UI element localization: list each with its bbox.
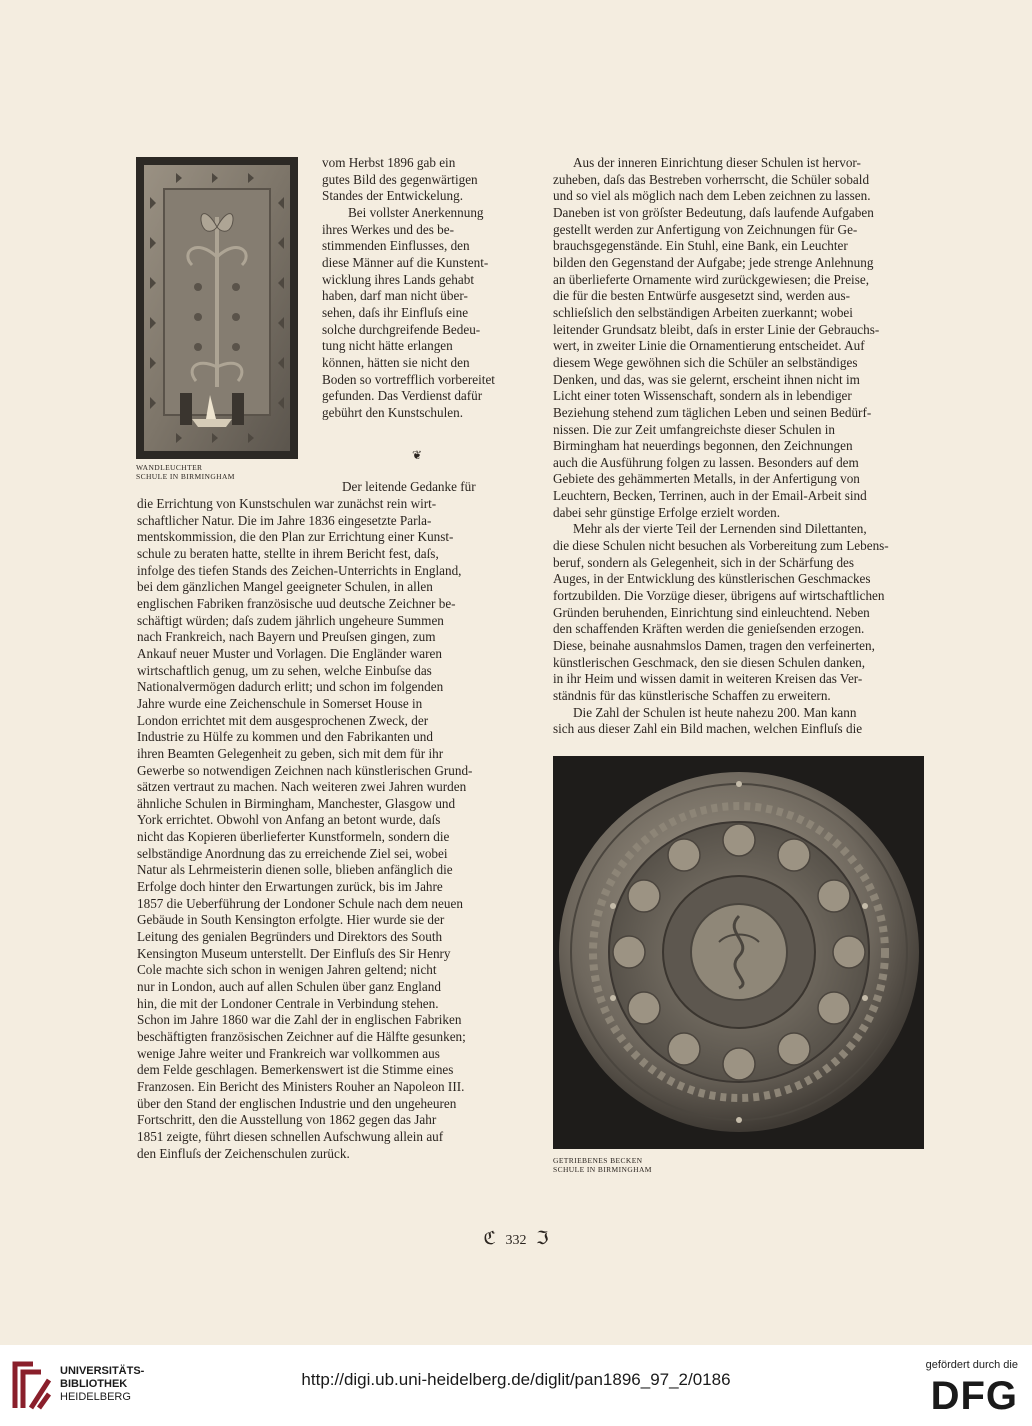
text-line: ihres Werkes und des be- [322,221,454,237]
text-line: mentskommission, die den Plan zur Errichtung einer Kunst- [137,529,454,545]
text-line: tung nicht hätte erlangen [322,338,453,354]
wall-sconce-photo [136,157,298,459]
text-line: London errichtet mit dem ausgesprochenen Zweck, der [137,712,429,728]
text-line: sich aus dieser Zahl ein Bild machen, welchen Einfluſs die [553,721,863,737]
text-line: diesem Wege gewöhnen sich die Schüler an selbständiges [553,354,858,370]
column1-main-first-line [322,479,515,496]
text-line: können, hätten sie nicht den [322,354,470,370]
dfg-logo: DFG [930,1374,1018,1418]
text-line: leitender Grundsatz bleibt, daſs in erster Linie der Gebrauchs- [553,321,880,337]
text-line: die Errichtung von Kunstschulen war zunächst rein wirt- [137,496,437,511]
text-line: Gründen beruhenden, Einrichtung sind einleuchtend. Neben [553,604,870,620]
text-line: Gebäude in South Kensington erfolgte. Hier wurde sie der [137,912,445,928]
library-line: UNIVERSITÄTS- [60,1365,145,1377]
caption-basin [553,1156,652,1174]
wall-sconce-image [136,157,298,459]
text-line: ihren Beamten Gelegenheit zu geben, sich mit dem für ihr [137,745,444,761]
text-line: an überlieferte Ornamente wird zurückgewiesen; die Preise, [553,271,869,287]
text-line: gebührt den Kunstschulen. [322,404,464,420]
text-line: hin, die mit der Londoner Centrale in Verbindung stehen. [137,995,439,1011]
text-line: Gebiete des gehämmerten Metalls, in der Anfertigung von [553,471,860,487]
text-line: Natur als Lehrmeisterin dienen solle, blieben anfänglich die [137,862,453,878]
hammered-basin-photo [553,756,924,1149]
text-line: brauchsgegenstände. Ein Stuhl, eine Bank, ein Leuchter [553,238,848,254]
footer-bar [0,1345,1032,1426]
text-line: Nationalvermögen dadurch erlitt; und schon im folgenden [137,679,444,695]
page-number-right-bracket: ℑ [536,1228,549,1248]
text-line: York errichtet. Obwohl von Anfang an betont wurde, daſs [137,812,441,828]
text-line: nach Frankreich, nach Bayern und Preuſsen gingen, zum [137,629,436,645]
page-number-block [0,1228,1032,1249]
caption-line: GETRIEBENES BECKEN [553,1156,643,1165]
section-ornament: ❦ [412,448,423,462]
text-line: schlieſslich den selbständigen Arbeiten zuerkannt; wobei [553,304,853,320]
text-line: Franzosen. Ein Bericht des Ministers Rouher an Napoleon III. [137,1078,465,1094]
text-line: bei dem gänzlichen Mangel geeigneter Schulen, in allen [137,579,433,595]
text-line: Boden so vortrefflich vorbereitet [322,371,495,387]
text-line: fortzubilden. Die Vorzüge dieser, übrigens auf wirtschaftlichen [553,588,885,604]
text-line: Licht einer toten Wissenschaft, sondern als in lebendiger [553,388,852,404]
text-line: 1857 die Ueberführung der Londoner Schule nach dem neuen [137,895,463,911]
text-line: stimmenden Einflusses, den [322,238,470,254]
caption-line: WANDLEUCHTER [136,463,203,472]
text-line: die für die besten Entwürfe ausgesetzt sind, werden aus- [553,288,850,304]
text-line: nissen. Die zur Zeit umfangreichste dieser Schulen in [553,421,835,437]
text-line: Birmingham hat neuerdings begonnen, den Zeichnungen [553,438,853,454]
text-line: Denken, und das, was sie gelernt, erscheint ihnen nicht im [553,371,860,387]
column1-intro-text [322,155,515,422]
text-line: Diese, beinahe ausnahmslos Damen, tragen den verfeinerten, [553,638,875,654]
text-line: Auges, in der Entwicklung des künstlerischen Geschmackes [553,571,871,587]
text-line: Die Zahl der Schulen ist heute nahezu 200. Man kann [573,704,857,720]
column2-text [553,155,921,738]
text-line: wirtschaftlich genug, um zu sehen, welche Einbuſse das [137,662,432,678]
text-line: bilden den Gegenstand der Aufgabe; jede strenge Anlehnung [553,254,874,270]
page-number-left-bracket: ℭ [483,1228,497,1248]
column1-main-text [137,496,515,1162]
text-line: dem Felde geschlagen. Bemerkenswert ist die Stimme eines [137,1062,454,1078]
text-line: gestellt werden zur Anfertigung von Zeichnungen für Ge- [553,221,858,237]
text-line: wenige Jahre weiter und Frankreich war vollkommen aus [137,1045,440,1061]
text-line: haben, darf man nicht über- [322,288,468,304]
text-line: den Einfluſs der Zeichenschulen zurück. [137,1145,350,1161]
source-url-link[interactable]: http://digi.ub.uni-heidelberg.de/diglit/pan1896_97_2/0186 [301,1370,731,1389]
text-line: Gewerbe so notwendigen Zeichnen nach künstlerischen Grund- [137,762,473,778]
text-line: den schaffenden Kräften werden die genieſsenden erzogen. [553,621,865,637]
text-line: diese Männer auf die Kunstent- [322,254,489,270]
text-line: Bei vollster Anerkennung [348,204,484,220]
text-line: zuheben, daſs das Bestreben vorherrscht, die Schüler sobald [553,171,870,187]
text-line: ständnis für das künstlerische Schaffen zu erweitern. [553,688,831,703]
text-line: nicht das Kopieren überlieferter Kunstformeln, sondern die [137,829,450,845]
text-line: schaftlicher Natur. Die im Jahre 1836 eingesetzte Parla- [137,512,432,528]
text-line: selbständige Anordnung das zu erreichende Ziel sei, wobei [137,845,448,861]
text-line: Beziehung stehend zum täglichen Leben und seinen Bedürf- [553,404,872,420]
text-line: beruf, sondern als Gelegenheit, sich in der Schärfung des [553,554,855,570]
text-line: Industrie zu Hülfe zu kommen und den Fabrikanten und [137,729,433,745]
text-line: infolge des tiefen Stands des Zeichen-Unterrichts in England, [137,562,462,578]
text-line: auch die Ausführung folgen zu lassen. Besonders auf dem [553,454,859,470]
text-line: dabei sehr günstige Erfolge erzielt worden. [553,504,781,520]
hammered-basin-image [553,756,924,1149]
text-line: Ankauf neuer Muster und Vorlagen. Die Engländer waren [137,645,442,661]
text-line: Kensington Museum unterstellt. Der Einfluſs des Sir Henry [137,945,451,961]
text-line: Leuchtern, Becken, Terrinen, auch in der Email-Arbeit sind [553,488,867,504]
text-line: ähnliche Schulen in Birmingham, Manchester, Glasgow und [137,795,456,811]
text-line: Leitung des genialen Begründers und Direktors des South [137,929,443,945]
text-line: schäftigt würden; daſs zudem jährlich ungeheure Summen [137,612,444,628]
text-line: Cole machte sich schon in wenigen Jahren geltend; nicht [137,962,437,978]
text-line: 1851 zeigte, führt diesen schnellen Aufschwung allein auf [137,1128,444,1144]
text-line: beschäftigten französischen Zeichner auf die Hälfte gesunken; [137,1029,466,1044]
text-line: Fortschritt, den die Ausstellung von 1862 gegen das Jahr [137,1112,437,1128]
text-line: gutes Bild des gegenwärtigen [322,171,478,187]
text-line: nur in London, auch auf allen Schulen über ganz England [137,979,441,995]
text-line: Jahre wurde eine Zeichenschule in Somerset House in [137,695,423,711]
text-line: Mehr als der vierte Teil der Lernenden sind Dilettanten, [573,521,867,537]
text-line: schule zu beraten hatte, stellte in ihrem Bericht fest, daſs, [137,545,439,561]
text-line: in ihr Heim und wissen damit in weiteren Kreisen das Ver- [553,671,863,687]
text-line: Aus der inneren Einrichtung dieser Schulen ist hervor- [573,155,861,170]
library-line: BIBLIOTHEK [60,1378,128,1390]
text-line: wert, in zweiter Linie die Ornamentierung entscheidet. Auf [553,338,865,354]
text-line: solche durchgreifende Bedeu- [322,321,481,337]
text-line: die diese Schulen nicht besuchen als Vorbereitung zum Lebens- [553,538,889,554]
text-line: Daneben ist von gröſster Bedeutung, daſs laufende Aufgaben [553,204,874,220]
text-line: sätzen vertraut zu machen. Nach weiteren zwei Jahren wurden [137,779,467,795]
text-line: vom Herbst 1896 gab ein [322,155,456,170]
text-line: und so viel als möglich nach dem Leben zeichnen zu lassen. [553,188,871,204]
caption-wall-sconce [136,463,235,481]
caption-line: SCHULE IN BIRMINGHAM [136,472,235,481]
text-line: sehen, daſs ihr Einfluſs eine [322,304,469,320]
caption-line: SCHULE IN BIRMINGHAM [553,1165,652,1174]
text-line: gefunden. Das Verdienst dafür [322,388,483,404]
text-line: künstlerischen Geschmack, den sie diesen Schulen danken, [553,654,866,670]
text-line: englischen Fabriken französische uud deutsche Zeichner be- [137,595,456,611]
text-line: Schon im Jahre 1860 war die Zahl der in englischen Fabriken [137,1012,462,1028]
text-line: Der leitende Gedanke für [342,479,476,494]
funded-by-text: gefördert durch die [925,1359,1018,1371]
page-number: 332 [505,1233,527,1248]
text-line: Erfolge doch hinter den Erwartungen zurück, bis im Jahre [137,879,443,895]
library-line: HEIDELBERG [60,1391,131,1403]
text-line: Standes der Entwickelung. [322,188,463,204]
text-line: über den Stand der englischen Industrie und den ungeheuren [137,1095,457,1111]
text-line: wicklung ihres Lands gehabt [322,271,474,287]
